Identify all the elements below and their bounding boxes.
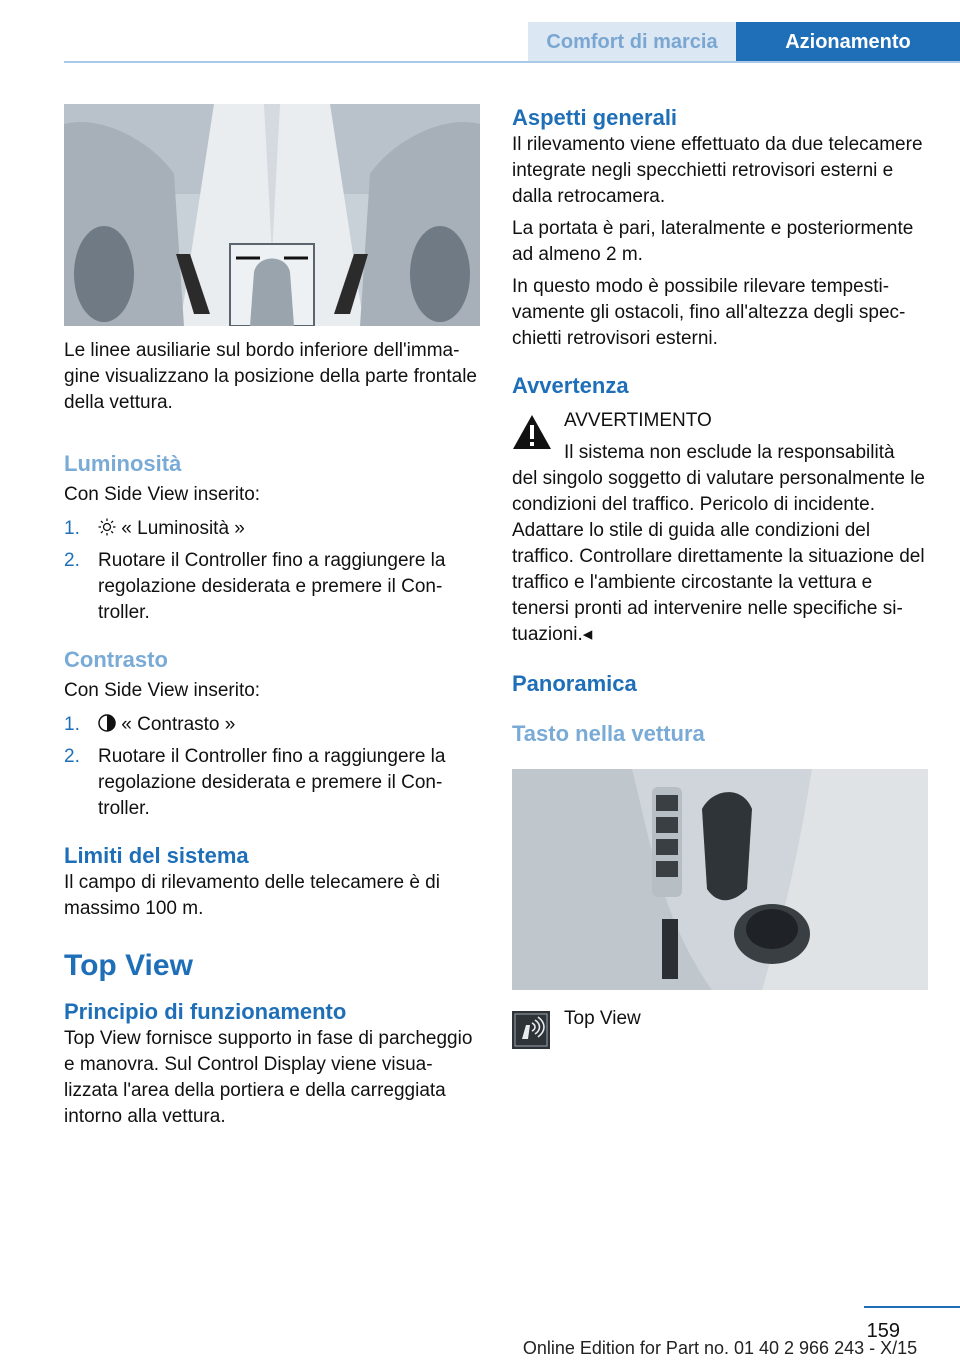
warning-block bbox=[512, 408, 928, 648]
step-number: 2. bbox=[64, 550, 80, 571]
aspetti-p2: La portata è pari, lateralmente e posteriormente ad almeno 2 m. bbox=[512, 218, 914, 265]
step-number: 1. bbox=[64, 518, 80, 539]
left-column bbox=[64, 338, 480, 1130]
topview-text: Top View fornisce supporto in fase di parcheggio e manovra. Sul Control Display viene visualizzata l'area della portiera e della carreggiata intorno alla vettura. bbox=[64, 1028, 473, 1127]
step-number: 1. bbox=[64, 714, 80, 735]
header-chapter-label: Azionamento bbox=[785, 31, 911, 53]
subsection-title-tasto: Tasto nella vettura bbox=[512, 721, 705, 746]
footer-rule bbox=[864, 1306, 960, 1308]
contrasto-steps bbox=[64, 712, 480, 822]
section-title-contrasto: Contrasto bbox=[64, 647, 168, 672]
section-title-panoramica: Panoramica bbox=[512, 671, 637, 696]
side-view-drawing bbox=[64, 104, 480, 326]
header-section-label: Comfort di marcia bbox=[546, 31, 718, 53]
console-illustration bbox=[512, 769, 928, 990]
list-item bbox=[64, 516, 480, 542]
side-view-illustration bbox=[64, 104, 480, 326]
chapter-title-topview: Top View bbox=[64, 949, 193, 982]
right-column bbox=[512, 104, 928, 748]
console-drawing bbox=[512, 769, 928, 990]
step-text: « Luminosità » bbox=[121, 518, 245, 539]
luminosita-steps bbox=[64, 516, 480, 626]
list-item bbox=[64, 548, 480, 626]
topview-button-icon bbox=[512, 1011, 550, 1049]
warning-triangle-icon bbox=[512, 414, 552, 450]
limiti-text: Il campo di rilevamento delle telecamere è di massimo 100 m. bbox=[64, 872, 440, 919]
aspetti-p1: Il rilevamento viene effettuato da due telecamere integrate negli specchietti retrovisori esterni e dalla retrocamera. bbox=[512, 134, 923, 207]
step-number: 2. bbox=[64, 746, 80, 767]
step-text: « Contrasto » bbox=[121, 714, 236, 735]
warning-label: AVVERTIMENTO bbox=[564, 410, 712, 431]
header-rule bbox=[64, 61, 960, 63]
image-caption: Le linee ausiliarie sul bordo inferiore dell'immagine visualizzano la posizione della parte frontale della vettura. bbox=[64, 340, 477, 413]
section-title-aspetti: Aspetti generali bbox=[512, 105, 678, 130]
section-title-principio: Principio di funzionamento bbox=[64, 999, 347, 1024]
edition-note: Online Edition for Part no. 01 40 2 966 243 - X/15 bbox=[522, 1338, 918, 1358]
list-item bbox=[64, 712, 480, 738]
contrast-icon bbox=[98, 714, 116, 732]
aspetti-p3: In questo modo è possibile rilevare tempestivamente gli ostacoli, fino all'altezza degli specchietti retrovisori esterni. bbox=[512, 276, 906, 349]
section-title-luminosita: Luminosità bbox=[64, 451, 182, 476]
section-title-avvertenza: Avvertenza bbox=[512, 373, 629, 398]
page-number: 159 bbox=[866, 1320, 900, 1342]
topview-button-label: Top View bbox=[564, 1008, 641, 1029]
contrasto-intro: Con Side View inserito: bbox=[64, 680, 261, 701]
warning-text: del singolo soggetto di valutare personalmente le condizioni del traffico. Pericolo di incidente. Adattare lo stile di guida alle condizioni del traffico. Controllare direttamente la situazione del traffico e l'ambiente circostante la vettura e tenersi pronti ad intervenire nelle specifiche situazioni.◂ bbox=[512, 468, 925, 645]
sun-icon bbox=[98, 518, 116, 536]
step-text: Ruotare il Controller fino a raggiungere la regolazione desiderata e premere il Controller. bbox=[98, 746, 446, 819]
luminosita-intro: Con Side View inserito: bbox=[64, 484, 261, 505]
step-text: Ruotare il Controller fino a raggiungere la regolazione desiderata e premere il Controller. bbox=[98, 550, 446, 623]
warning-first-line: Il sistema non esclude la responsabilità bbox=[564, 442, 895, 463]
section-title-limiti: Limiti del sistema bbox=[64, 843, 249, 868]
list-item bbox=[64, 744, 480, 822]
